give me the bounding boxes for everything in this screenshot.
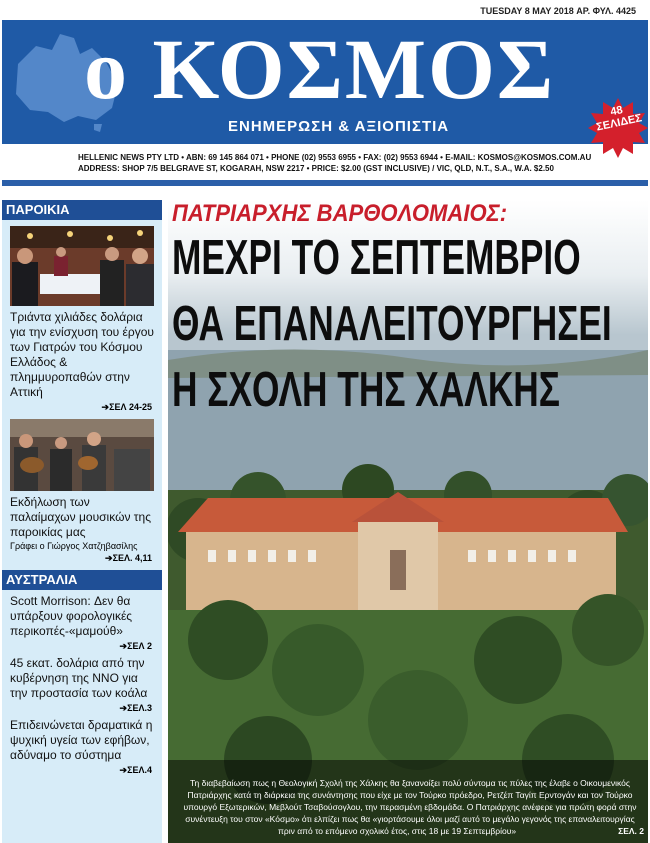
masthead	[2, 20, 648, 144]
publisher-info-line1: HELLENIC NEWS PTY LTD • ABN: 69 145 864 071 • PHONE (02) 9553 6955 • FAX: (02) 9553 6944 • E-MAIL: KOSMOS@KOSMOS.COM.AU	[78, 153, 592, 162]
story-musicians-page-ref: ➔ΣΕΛ. 4,11	[105, 553, 152, 563]
australia-story-page-ref: ➔ΣΕΛ.3	[119, 703, 152, 713]
sidebar	[2, 200, 162, 843]
lead-caption-text: Τη διαβεβαίωση πως η Θεολογική Σχολή της Χάλκης θα ξανανοίξει πολύ σύντομα τις πύλες της έλαβε ο Οικουμενικός Πατριάρχης κατά τη διάρκεια της συνάντησης που είχε με τον Τούρκο πρόεδρο, Ρετζέπ Ταγίπ Ερντογάν και τον Τούρκο υπουργό Εξωτερικών, Μεβλούτ Τσαβούσογλου, την περασμένη εβδομάδα. Ο Πατριάρχης ανέφερε για πρώτη φορά στην συνέντευξη του στον «Κόσμο» ότι ελπίζει πως θα «γιορτάσουμε όλοι μαζί αυτό το μεγάλο γεγονός της επαναλειτουργίας πριν από το επόμενο σχολικό έτος, στις 18 με 19 Σεπτεμβρίου»	[183, 778, 637, 836]
issue-date-line: TUESDAY 8 MAY 2018 ΑΡ. ΦΥΛ. 4425	[480, 6, 636, 16]
lead-headline-line1: ΜΕΧΡΙ ΤΟ ΣΕΠΤΕΜΒΡΙΟ	[172, 231, 581, 285]
dinner-photo	[10, 226, 154, 306]
section-header-community: ΠΑΡΟΙΚΙΑ	[2, 200, 162, 220]
lead-kicker: ΠΑΤΡΙΑΡΧΗΣ ΒΑΡΘΟΛΟΜΑΙΟΣ:	[172, 200, 508, 227]
australia-story-list	[2, 590, 162, 776]
australia-story-text: Επιδεινώνεται δραματικά η ψυχική υγεία των εφήβων, αδύναμο το σύστημα	[10, 718, 153, 762]
australia-story-text: 45 εκατ. δολάρια από την κυβέρνηση της ΝΝΟ για την προστασία των κοάλα	[10, 656, 148, 700]
list-item	[2, 652, 162, 714]
musicians-photo-image	[10, 419, 154, 491]
newspaper-title: ο ΚΟΣΜΟΣ	[84, 21, 556, 117]
australia-story-page-ref: ➔ΣΕΛ.4	[119, 765, 152, 775]
musicians-photo	[10, 419, 154, 491]
pages-badge-label: 48 ΣΕΛΙΔΕΣ	[595, 104, 643, 134]
lead-headline-line3: Η ΣΧΟΛΗ ΤΗΣ ΧΑΛΚΗΣ	[172, 363, 560, 417]
list-item	[2, 590, 162, 652]
section-header-australia: ΑΥΣΤΡΑΛΙΑ	[2, 570, 162, 590]
lead-caption	[176, 777, 644, 837]
australia-story-page-ref: ➔ΣΕΛ 2	[119, 641, 152, 651]
story-fundraiser-text: Τριάντα χιλιάδες δολάρια για την ενίσχυση του έργου των Γιατρών του Κόσμου Ελλάδος & πλημμυροπαθών στην Αττική	[10, 310, 154, 399]
story-musicians-author: Γράφει ο Γιώργος Χατζηβασίλης	[10, 541, 138, 551]
list-item	[2, 714, 162, 776]
publisher-info	[78, 152, 598, 174]
header-divider	[2, 180, 648, 186]
lead-caption-page-ref: ΣΕΛ. 2	[618, 826, 644, 836]
publisher-info-line2: ADDRESS: SHOP 7/5 BELGRAVE ST, KOGARAH, NSW 2217 • PRICE: $2.00 (GST INCLUSIVE) / VIC, QLD, N.T., S.A., W.A. $2.50	[78, 164, 554, 173]
story-fundraiser-page-ref: ➔ΣΕΛ 24-25	[101, 402, 152, 412]
newspaper-subtitle: ΕΝΗΜΕΡΩΣΗ & ΑΞΙΟΠΙΣΤΙΑ	[228, 118, 450, 135]
lead-headline-line2: ΘΑ ΕΠΑΝΑΛΕΙΤΟΥΡΓΗΣΕΙ	[172, 297, 612, 351]
dinner-photo-image	[10, 226, 154, 306]
australia-story-text: Scott Morrison: Δεν θα υπάρξουν φορολογικές περικοπές-«μαμούθ»	[10, 594, 133, 638]
lead-story	[168, 200, 648, 843]
story-musicians-text: Εκδήλωση των παλαίμαχων μουσικών της παροικίας μας	[10, 495, 151, 539]
